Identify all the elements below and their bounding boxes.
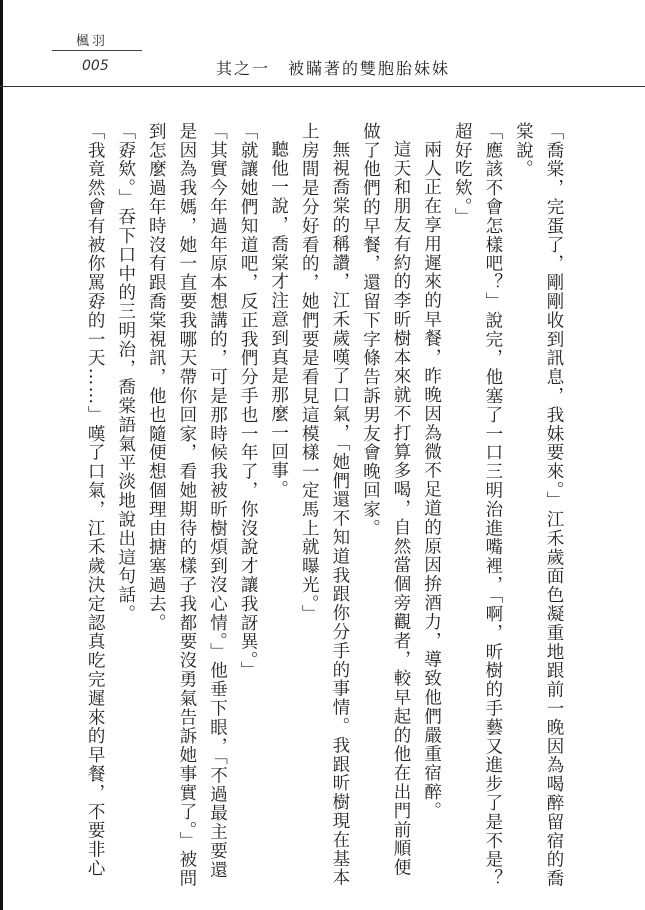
paragraph: 「孬欸。」吞下口中的三明治，喬棠語氣平淡地說出這句話。 bbox=[115, 122, 136, 624]
vertical-body-text bbox=[69, 122, 569, 892]
page-number: 005 bbox=[82, 58, 109, 74]
paragraph: 「就讓她們知道吧，反正我們分手也一年了，你沒說才讓我訝異。」 bbox=[238, 122, 259, 681]
author-underline bbox=[52, 50, 142, 51]
page-edge-bar bbox=[0, 0, 3, 910]
paragraph: 兩人正在享用遲來的早餐，昨晚因為微不足道的原因拚酒力，導致他們嚴重宿醉。 bbox=[421, 139, 442, 820]
paragraph: 這天和朋友有約的李昕樹本來就不打算多喝，自然當個旁觀者，較早起的他在出門前順便做了他們的早餐，還留下字條告訴男友會晚回家。 bbox=[360, 122, 412, 877]
paragraph: 「我竟然會有被你罵孬的一天……」嘆了口氣，江禾歲決定認真吃完遲來的早餐，不要非心 bbox=[85, 122, 106, 878]
chapter-title: 其之一 被瞞著的雙胞胎妹妹 bbox=[216, 59, 451, 78]
paragraph: 「喬棠，完蛋了，剛剛收到訊息，我妹要來。」江禾歲面色凝重地跟前一晚因為喝醉留宿的喬棠說。 bbox=[513, 122, 564, 889]
paragraph: 聽他一說，喬棠才注意到真是那麼一回事。 bbox=[268, 139, 289, 499]
author-name: 楓羽 bbox=[76, 34, 109, 49]
page-header bbox=[0, 0, 645, 90]
paragraph: 無視喬棠的稱讚，江禾歲嘆了口氣，「她們還不知道我跟你分手的事情。我跟昕樹現在基本上房間是分好看的，她們要是看見這模樣一定馬上就曝光。」 bbox=[299, 122, 350, 887]
header-divider bbox=[0, 86, 645, 87]
paragraph: 「應該不會怎樣吧？」說完，他塞了一口三明治進嘴裡，「啊，昕樹的手藝又進步了是不是？超好吃欸。」 bbox=[452, 122, 503, 889]
paragraph: 「其實今年過年原本想講的，可是那時候我被昕樹煩到沒心情。」他垂下眼，「不過最主要還是因為我媽，她一直要我哪天帶你回家，看她期待的樣子我都要沒勇氣告訴她事實了。」被問到怎麼過年時沒有跟喬棠視訊，他也隨便想個理由搪塞過去。 bbox=[146, 122, 228, 889]
